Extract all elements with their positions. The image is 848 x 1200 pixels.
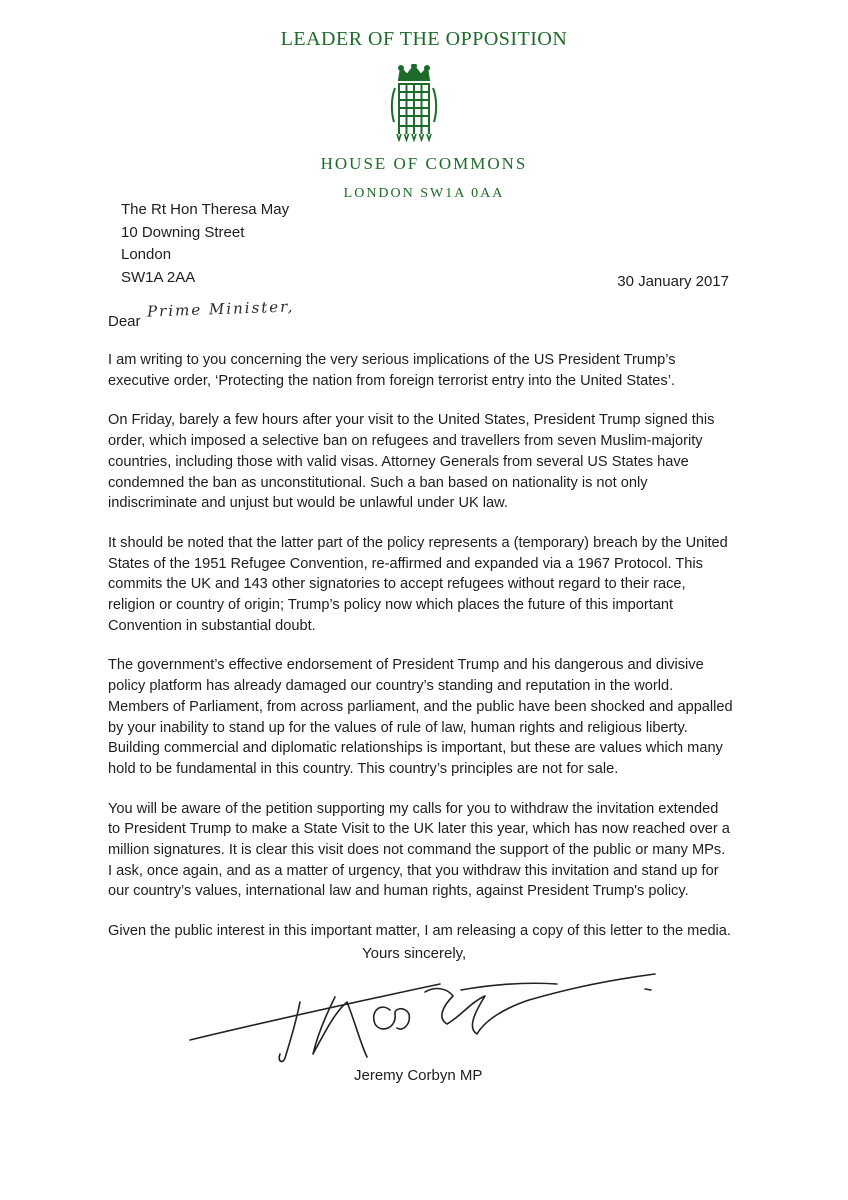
paragraph: On Friday, barely a few hours after your visit to the United States, President Trump signed this order, which imposed a selective ban on refugees and travellers from seven Muslim-majority countries, including those with valid visas. Attorney Generals from several US States have condemned the ban as unconstitutional. Such a ban based on nationality is not only indiscriminate and unjust but would be unlawful under UK law. <box>108 412 715 512</box>
signer-name: Jeremy Corbyn MP <box>354 1067 483 1084</box>
house-address: LONDON SW1A 0AA <box>343 186 505 201</box>
paragraph: Given the public interest in this important matter, I am releasing a copy of this letter to the media. <box>108 923 731 940</box>
recipient-line: London <box>121 246 172 263</box>
recipient-line: The Rt Hon Theresa May <box>121 201 290 218</box>
house-name: HOUSE OF COMMONS <box>320 154 528 173</box>
salutation: Dear <box>108 313 141 330</box>
portcullis-crest-icon <box>389 64 439 142</box>
letter-body <box>108 350 733 961</box>
closing: Yours sincerely, <box>362 945 467 962</box>
letterhead-title: LEADER OF THE OPPOSITION <box>280 28 568 50</box>
handwritten-salutation: Prime Minister, <box>146 297 295 321</box>
recipient-line: SW1A 2AA <box>121 268 196 286</box>
paragraph: It should be noted that the latter part of the policy represents a (temporary) breach by the United States of the 1951 Refugee Convention, re-affirmed and expanded via a 1967 Protocol. This commits the UK and 143 other signatories to accept refugees without regard to their race, religion or country of origin; Trump’s policy now which places the future of this important Convention in substantial doubt. <box>108 534 728 634</box>
recipient-line: 10 Downing Street <box>121 223 245 241</box>
signature-scribble <box>185 962 675 1072</box>
letter-date: 30 January 2017 <box>617 273 729 290</box>
paragraph: The government’s effective endorsement of President Trump and his dangerous and divisive policy platform has already damaged our country’s standing and reputation in the world. Members of Parliament, from across parliament, and the public have been shocked and appalled by your inability to stand up for the values of rule of law, human rights and religious liberty. Building commercial and diplomatic relationships is important, but these are values which many hold to be fundamental in this country. This country’s principles are not for sale. <box>108 657 733 777</box>
paragraph: I am writing to you concerning the very serious implications of the US President Trump’s executive order, ‘Protecting the nation from foreign terrorist entry into the United States’. <box>108 352 676 389</box>
paragraph: You will be aware of the petition supporting my calls for you to withdraw the invitation extended to President Trump to make a State Visit to the UK later this year, which has now reached over a million signatures. It is clear this visit does not command the support of the public or many MPs. I ask, once again, and as a matter of urgency, that you withdraw this invitation and stand up for our country’s values, international law and human rights, against President Trump's policy. <box>108 800 730 900</box>
recipient-address <box>121 199 289 289</box>
